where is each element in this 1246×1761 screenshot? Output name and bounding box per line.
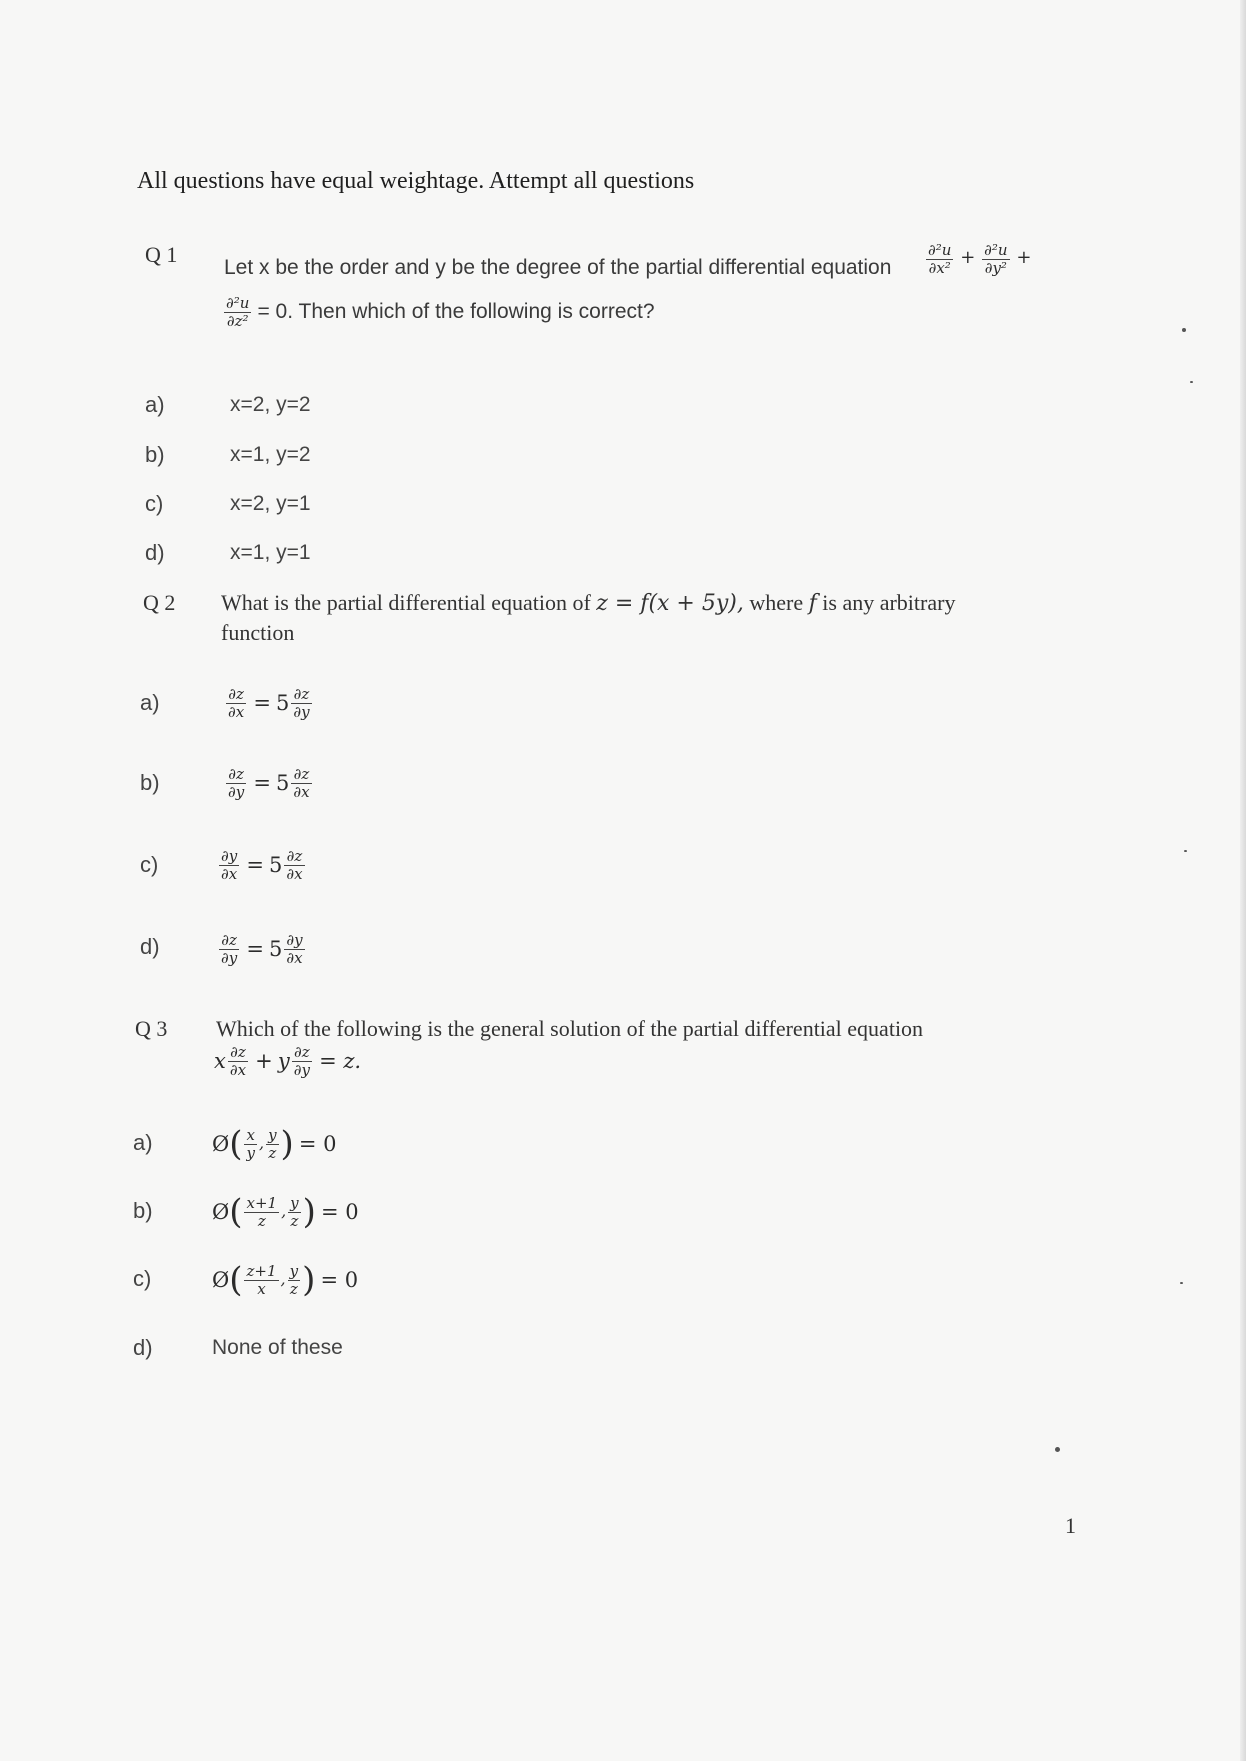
q2-option-d-label: d) (140, 934, 160, 959)
scan-speck (1190, 381, 1193, 383)
q3-option-d-label: d) (133, 1335, 153, 1360)
q1-option-a-text: x=2, y=2 (230, 393, 311, 416)
q2-a-rnum: ∂z (291, 686, 311, 704)
q2-d-lden: ∂y (221, 948, 238, 967)
q2-b-eq-sign: = (253, 771, 271, 795)
q3-eq-rhs: = z. (319, 1049, 362, 1073)
q2-b-coef: 5 (276, 771, 290, 795)
q2-a-lden: ∂x (228, 702, 245, 721)
q2-b-rnum: ∂z (291, 766, 311, 784)
page-number: 1 (1065, 1513, 1076, 1538)
q3-eq-den2: ∂y (293, 1060, 310, 1079)
q3-b-f2-num: y (290, 1194, 299, 1212)
q2-c-lden: ∂x (221, 864, 238, 883)
q3-equation (214, 1044, 361, 1078)
q2-text-c: is any arbitrary (822, 590, 956, 615)
q2-c-rden: ∂x (286, 864, 303, 883)
q1-text-b: = 0. Then which of the following is correct? (257, 300, 655, 323)
q3-option-b-label: b) (133, 1198, 153, 1223)
q3-b-f2-den: z (290, 1211, 299, 1230)
q1-option-c-text: x=2, y=1 (230, 492, 311, 515)
q3-b-f1-den: z (257, 1211, 266, 1230)
q2-c-rnum: ∂z (284, 848, 304, 866)
q3-eq-num2: ∂z (292, 1044, 312, 1062)
q3-b-rhs: = 0 (321, 1200, 359, 1224)
q3-c-f2-den: z (289, 1279, 298, 1298)
q2-b-rden: ∂x (293, 782, 310, 801)
scan-speck (1182, 328, 1186, 332)
q2-a-eq-sign: = (253, 691, 271, 715)
q3-c-f2-num: y (289, 1262, 299, 1280)
q2-option-b-eq (224, 766, 314, 800)
q2-option-a-label: a) (140, 690, 160, 715)
q1-plus-2: + (1016, 247, 1032, 268)
q2-option-b-label: b) (140, 770, 160, 795)
q2-d-coef: 5 (269, 937, 283, 961)
q2-text-a: What is the partial differential equation of (221, 590, 591, 615)
q1-term2-den: ∂y² (984, 258, 1007, 277)
q3-eq-y: y (277, 1049, 290, 1073)
q3-a-phi: Ø (212, 1132, 230, 1156)
q2-option-a-eq (224, 686, 314, 720)
q2-c-lnum: ∂y (221, 847, 238, 865)
q2-c-coef: 5 (269, 853, 283, 877)
q3-option-d-text: None of these (212, 1336, 343, 1359)
q3-text: Which of the following is the general solution of the partial differential equation (216, 1016, 924, 1041)
q3-option-b-eq: Ø( $\frac{x+1}{z}$ , $\frac{y}{z}$ ) = 0 (212, 1192, 359, 1232)
q3-c-f1-num: z+1 (246, 1262, 277, 1280)
scan-speck (1184, 850, 1187, 852)
q3-eq-x: x (214, 1049, 226, 1073)
q3-eq-den1: ∂x (229, 1060, 247, 1079)
q2-formula: z = f(x + 5y), (596, 591, 744, 616)
q1-text-a: Let x be the order and y be the degree of the partial differential equation (224, 256, 892, 279)
paper-edge (1240, 0, 1246, 1761)
q3-a-rhs: = 0 (298, 1132, 337, 1156)
q3-c-phi: Ø (212, 1268, 230, 1292)
q2-option-c-label: c) (140, 852, 159, 877)
q2-text-b: where (749, 590, 804, 615)
q1-term3-num: ∂²u (226, 294, 250, 312)
q1-option-d-text: x=1, y=1 (230, 541, 311, 564)
q2-text-line1 (221, 590, 955, 616)
q1-term2-num: ∂²u (984, 241, 1008, 259)
q1-equation-part1 (924, 242, 1031, 276)
q3-a-f1-num: x (244, 1127, 256, 1145)
q2-number: Q 2 (143, 590, 176, 615)
q2-d-rden: ∂x (286, 948, 303, 967)
q3-a-f1-den: y (246, 1143, 255, 1162)
q1-option-d-label: d) (145, 540, 165, 565)
q2-d-rnum: ∂y (286, 931, 303, 949)
q2-a-rden: ∂y (293, 702, 310, 721)
q3-eq-num1: ∂z (228, 1044, 248, 1062)
q3-a-f2-den: z (268, 1143, 277, 1162)
q3-option-a-eq: Ø( $\frac{x}{y}$ , $\frac{y}{z}$ ) = 0 (212, 1124, 337, 1164)
q1-text-line2 (222, 295, 655, 329)
q1-number: Q 1 (145, 242, 178, 267)
q1-option-c-label: c) (145, 491, 164, 516)
q2-b-lden: ∂y (228, 782, 245, 801)
q2-option-d-eq (217, 932, 307, 966)
q2-a-coef: 5 (276, 691, 290, 715)
q3-c-rhs: = 0 (320, 1268, 359, 1292)
q2-a-lnum: ∂z (226, 686, 246, 704)
q1-term3-den: ∂z² (226, 311, 249, 330)
q3-option-c-eq: Ø( $\frac{z+1}{x}$ , $\frac{y}{z}$ ) = 0 (212, 1260, 359, 1300)
q3-c-f1-den: x (257, 1279, 266, 1298)
q3-option-c-label: c) (133, 1266, 152, 1291)
q3-b-phi: Ø (212, 1200, 230, 1224)
scan-speck (1180, 1282, 1183, 1284)
q1-option-b-text: x=1, y=2 (230, 443, 311, 466)
q2-option-c-eq (217, 848, 307, 882)
scan-speck (1055, 1447, 1060, 1452)
q1-term1-num: ∂²u (928, 241, 952, 259)
q3-b-f1-num: x+1 (246, 1194, 278, 1212)
q3-a-f2-num: y (268, 1126, 277, 1144)
q2-f: f (808, 591, 817, 616)
q1-plus-1: + (960, 247, 976, 268)
q2-c-eq-sign: = (246, 853, 264, 877)
q3-number: Q 3 (135, 1016, 168, 1041)
q1-option-a-label: a) (145, 392, 165, 417)
q3-eq-plus: + (255, 1049, 273, 1073)
q2-d-eq-sign: = (246, 937, 264, 961)
q1-option-b-label: b) (145, 442, 165, 467)
q2-d-lnum: ∂z (219, 932, 239, 950)
q2-b-lnum: ∂z (226, 766, 246, 784)
q1-text-line1 (224, 256, 891, 280)
q3-option-a-label: a) (133, 1130, 153, 1155)
q1-term1-den: ∂x² (928, 258, 951, 277)
instructions: All questions have equal weightage. Attempt all questions (137, 168, 695, 194)
q2-text-line2: function (221, 620, 295, 645)
